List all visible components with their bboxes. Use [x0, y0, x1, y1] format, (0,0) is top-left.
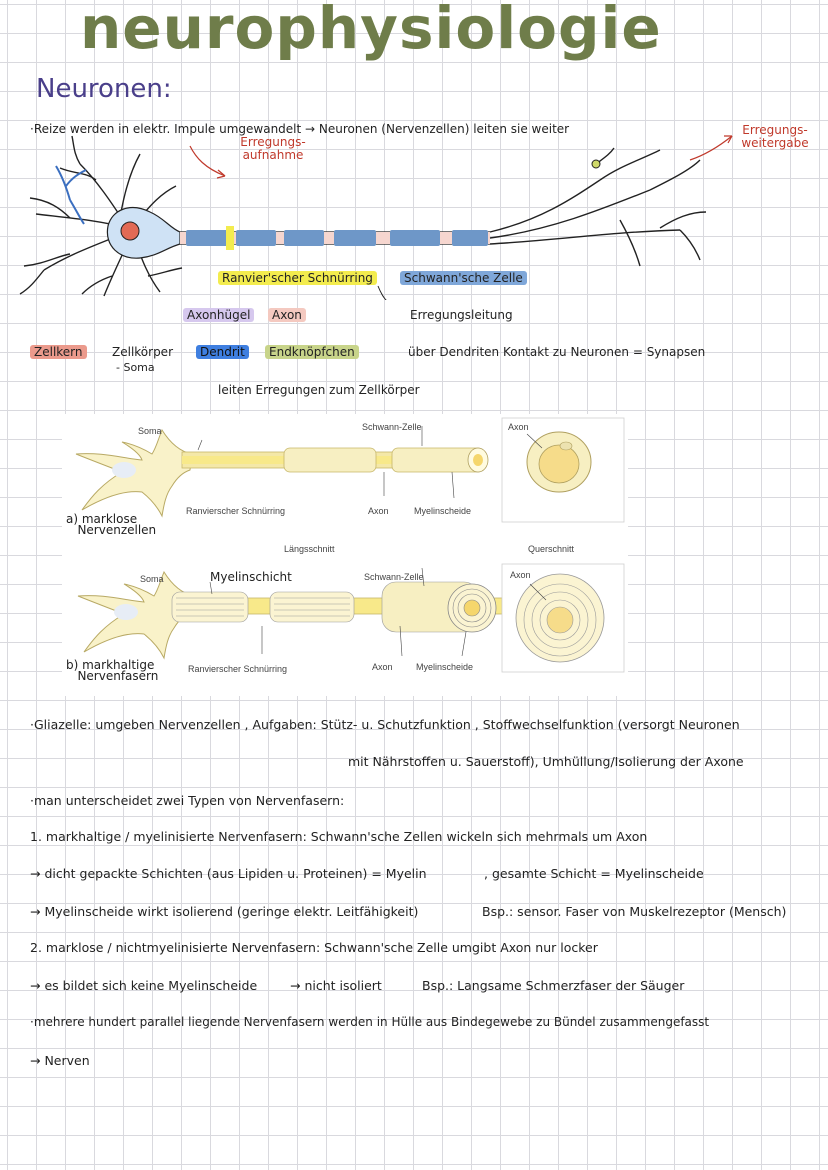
terminal-button-mark — [592, 160, 600, 168]
note-type-2: 2. marklose / nichtmyelinisierte Nervenfasern: Schwann'sche Zelle umgibt Axon nur locker — [30, 940, 598, 955]
textbook-figure — [62, 414, 628, 696]
page-title: neurophysiologie — [80, 0, 662, 62]
tb-a-myelin: Myelinscheide — [414, 506, 472, 516]
tb-b-axon-cross: Axon — [510, 570, 531, 580]
tb-b-ranvier: Ranvierscher Schnürring — [188, 664, 288, 674]
tb-b-myelinschicht: Myelinschicht — [210, 570, 292, 584]
tb-a-ranvier: Ranvierscher Schnürring — [186, 506, 286, 516]
tb-a-schwann: Schwann-Zelle — [362, 422, 422, 432]
note-type-1: 1. markhaltige / myelinisierte Nervenfasern: Schwann'sche Zellen wickeln sich mehrmals um Axon — [30, 829, 648, 844]
label-erregungsaufnahme: Erregungs- aufnahme — [240, 135, 306, 162]
figure-a-unmyelinated — [76, 426, 488, 516]
note-type-2a-2: → nicht isoliert — [290, 978, 382, 993]
tb-a-caption: a) marklose Nervenzellen — [66, 512, 157, 537]
label-soma: - Soma — [116, 361, 155, 374]
note-type-1b-2: Bsp.: sensor. Faser von Muskelrezeptor (Mensch) — [482, 904, 787, 919]
tb-laengsschnitt: Längsschnitt — [284, 544, 335, 554]
label-schwann: Schwann'sche Zelle — [400, 271, 527, 285]
label-dendrit: Dendrit — [196, 345, 249, 359]
note-glia-1: ·Gliazelle: umgeben Nervenzellen , Aufgaben: Stütz- u. Schutzfunktion , Stoffwechselfunktion (versorgt Neuronen — [30, 717, 740, 732]
label-endknoepfchen: Endknöpfchen — [265, 345, 359, 359]
synapsen-note: über Dendriten Kontakt zu Neuronen = Synapsen — [408, 345, 706, 359]
label-axon: Axon — [268, 308, 306, 322]
note-glia-2: mit Nährstoffen u. Sauerstoff), Umhüllung/Isolierung der Axone — [348, 754, 744, 769]
label-axonhuegel: Axonhügel — [183, 308, 254, 322]
tb-querschnitt: Querschnitt — [528, 544, 575, 554]
tb-b-caption: b) markhaltige Nervenfasern — [66, 658, 159, 683]
tb-b-axon: Axon — [372, 662, 393, 672]
arrow-erregungsweitergabe — [690, 136, 732, 160]
note-bundle: ·mehrere hundert parallel liegende Nervenfasern werden in Hülle aus Bindegewebe zu Bündel zusammengefasst — [30, 1015, 710, 1029]
intro-text: ·Reize werden in elektr. Impule umgewandelt → Neuronen (Nervenzellen) leiten sie weiter — [30, 122, 570, 136]
tb-b-schwann: Schwann-Zelle — [364, 572, 424, 582]
note-types: ·man unterscheidet zwei Typen von Nervenfasern: — [30, 793, 345, 808]
tb-a-soma: Soma — [138, 426, 162, 436]
label-ranvier: Ranvier'scher Schnürring — [218, 271, 377, 285]
note-nerven: → Nerven — [30, 1053, 90, 1068]
label-erregungsweitergabe: Erregungs- weitergabe — [741, 123, 809, 150]
dendrit-note: leiten Erregungen zum Zellkörper — [218, 383, 420, 397]
dendrite-highlight — [56, 166, 86, 224]
axon-hillock-mark — [226, 226, 234, 250]
label-zellkern: Zellkern — [30, 345, 87, 359]
label-zellkoerper: Zellkörper — [112, 345, 174, 359]
note-type-1b: → Myelinscheide wirkt isolierend (geringe elektr. Leitfähigkeit) — [30, 904, 419, 919]
note-type-1a: → dicht gepackte Schichten (aus Lipiden u. Proteinen) = Myelin — [30, 866, 427, 881]
label-erregungsleitung: Erregungsleitung — [410, 308, 513, 322]
note-type-2a: → es bildet sich keine Myelinscheide — [30, 978, 258, 993]
section-heading-neuronen: Neuronen: — [36, 74, 172, 104]
tb-a-axon: Axon — [368, 506, 389, 516]
soma-shape — [107, 208, 180, 259]
tb-a-axon-cross: Axon — [508, 422, 529, 432]
nucleus-shape — [121, 222, 139, 240]
note-type-1a-2: , gesamte Schicht = Myelinscheide — [484, 866, 704, 881]
tb-b-myelin: Myelinscheide — [416, 662, 474, 672]
tb-b-soma: Soma — [140, 574, 164, 584]
note-type-2a-3: Bsp.: Langsame Schmerzfaser der Säuger — [422, 978, 685, 993]
